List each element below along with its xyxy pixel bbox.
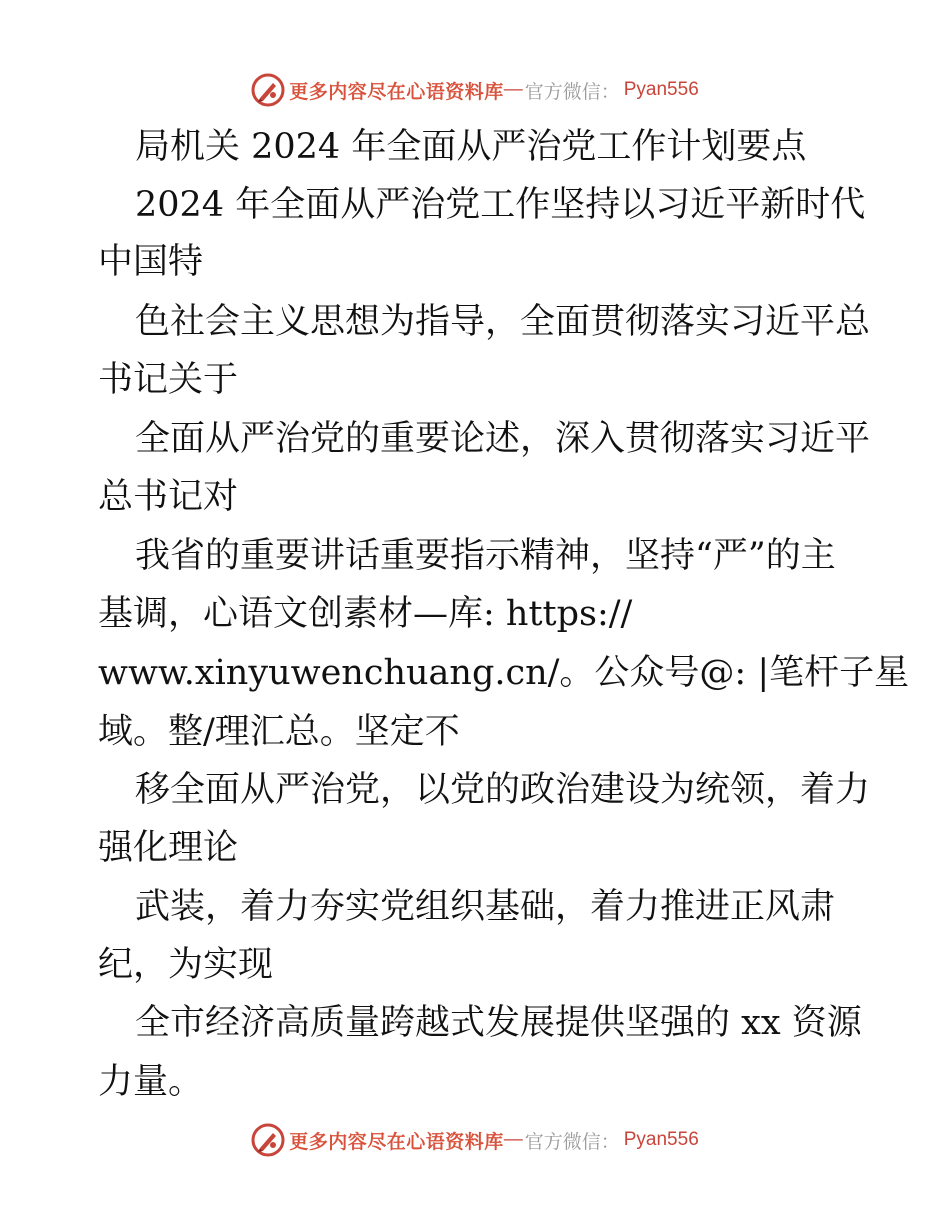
- body-line-8: 基调，心语文创素材—库: https://: [98, 594, 633, 634]
- body-line-6: 总书记对: [98, 477, 239, 517]
- body-line-4: 书记关于: [98, 360, 239, 400]
- header-wechat-id: Pyan556: [623, 79, 699, 100]
- header-brand-text: 更多内容尽在心语资料库: [289, 81, 504, 103]
- body-line-5: 全面从严治党的重要论述，深入贯彻落实习近平: [135, 419, 871, 459]
- footer-wechat-id: Pyan556: [623, 1129, 699, 1150]
- header-dash: —: [503, 79, 523, 100]
- body-line-1: 2024 年全面从严治党工作坚持以习近平新时代: [135, 185, 866, 225]
- body-line-7: 我省的重要讲话重要指示精神，坚持“严”的主: [135, 536, 836, 576]
- body-line-3: 色社会主义思想为指导，全面贯彻落实习近平总: [135, 302, 871, 342]
- body-line-12: 强化理论: [98, 828, 239, 868]
- body-line-10: 域。整/理汇总。坚定不: [98, 712, 460, 752]
- document-title: 局机关 2024 年全面从严治党工作计划要点: [135, 127, 807, 167]
- body-line-13: 武装，着力夯实党组织基础，着力推进正风肃: [135, 887, 836, 927]
- footer-banner: [0, 1120, 950, 1160]
- body-line-9: www.xinyuwenchuang.cn/。公众号@: |笔杆子星: [98, 653, 910, 693]
- footer-brand-text: 更多内容尽在心语资料库: [289, 1131, 504, 1153]
- body-line-15: 全市经济高质量跨越式发展提供坚强的 xx 资源: [135, 1003, 862, 1043]
- body-line-14: 纪，为实现: [98, 945, 274, 985]
- body-line-16: 力量。: [98, 1062, 204, 1102]
- pen-logo-icon: [251, 1123, 285, 1157]
- body-line-2: 中国特: [98, 242, 204, 282]
- pen-logo-icon: [251, 73, 285, 107]
- footer-wechat-label: 官方微信：: [524, 1131, 620, 1153]
- header-wechat-label: 官方微信：: [524, 81, 620, 103]
- body-line-11: 移全面从严治党，以党的政治建设为统领，着力: [135, 770, 871, 810]
- header-banner: [0, 70, 950, 110]
- footer-dash: —: [503, 1129, 523, 1150]
